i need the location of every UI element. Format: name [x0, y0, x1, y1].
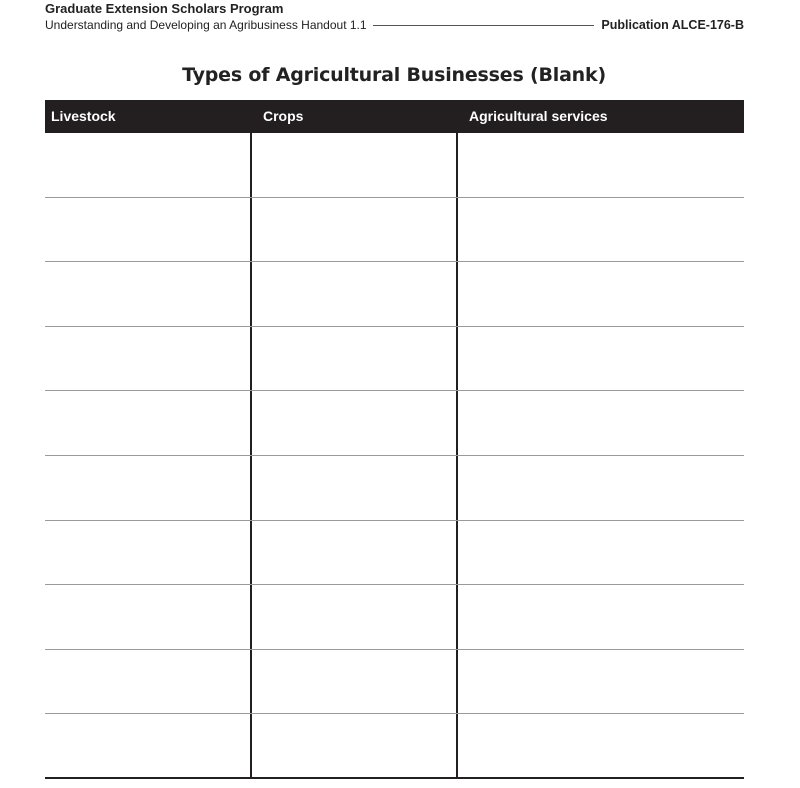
column-divider	[456, 133, 458, 779]
table-row-separator	[45, 390, 744, 391]
document-header	[45, 1, 744, 35]
column-header-livestock: Livestock	[51, 108, 116, 124]
column-divider	[250, 133, 252, 779]
table-row-separator	[45, 261, 744, 262]
page-title: Types of Agricultural Businesses (Blank)	[182, 64, 606, 86]
table-row-separator	[45, 520, 744, 521]
program-name: Graduate Extension Scholars Program	[45, 1, 284, 16]
table-row-separator	[45, 455, 744, 456]
table-row-separator	[45, 713, 744, 714]
table-row-separator	[45, 649, 744, 650]
table-row-separator	[45, 197, 744, 198]
handout-title: Understanding and Developing an Agribusiness Handout 1.1	[45, 18, 367, 32]
publication-number: Publication ALCE-176-B	[601, 18, 744, 32]
table-row-separator	[45, 584, 744, 585]
table-row-separator	[45, 326, 744, 327]
column-header-agricultural-services: Agricultural services	[469, 108, 608, 124]
blank-worksheet-table	[45, 100, 744, 780]
column-header-crops: Crops	[263, 108, 304, 124]
table-bottom-border	[45, 777, 744, 779]
header-rule	[373, 25, 595, 26]
handout-line	[45, 18, 744, 32]
table-header-row	[45, 100, 744, 133]
